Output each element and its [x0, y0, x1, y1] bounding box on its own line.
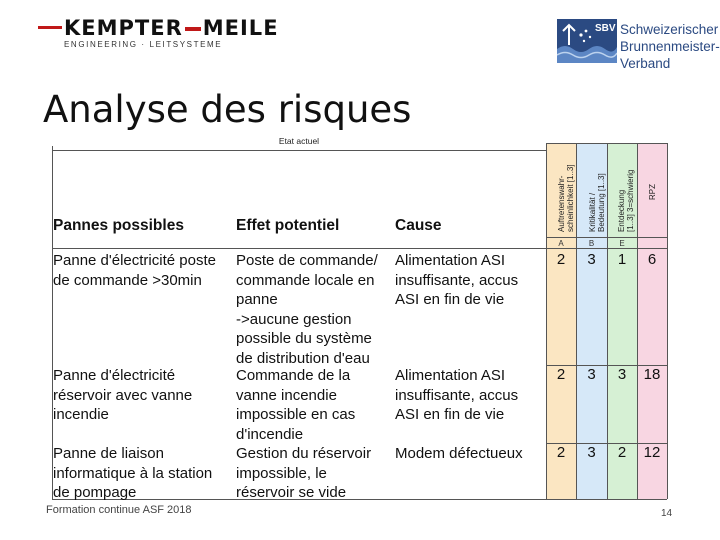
grid-line	[667, 143, 668, 499]
header-detection: Entdeckung [1..3] 3=schwierig	[617, 169, 635, 232]
sbv-badge-text: SBV	[595, 23, 616, 34]
header-criticality: Kritikalität / Bedeutung [1..3]	[588, 173, 606, 232]
row2-value-b: 3	[587, 366, 596, 383]
row1-panne: Panne d'électricité poste de commande >30min	[53, 252, 216, 289]
letter-a: A	[558, 239, 564, 248]
page-title: Analyse des risques	[43, 88, 412, 131]
row2-cause: Alimentation ASI insuffisante, accus ASI en fin de vie	[395, 367, 519, 423]
header-cause: Cause	[395, 217, 442, 234]
row1-value-a: 2	[556, 251, 566, 268]
row3-effet: Gestion du réservoir impossible, le réservoir se vide	[236, 445, 372, 501]
header-probability: Auftretenswahr- scheinlichkeit [1..3]	[557, 164, 575, 232]
page-number: 14	[661, 508, 673, 519]
letter-b: B	[588, 239, 595, 248]
row1-value-b: 3	[587, 251, 596, 268]
row2-value-a: 2	[556, 366, 566, 383]
kempter-meile-logo	[38, 16, 279, 52]
row1-value-e: 1	[617, 251, 627, 268]
header-effet: Effet potentiel	[236, 217, 340, 234]
grid-line	[52, 150, 546, 151]
row2-value-e: 3	[617, 366, 627, 383]
sbv-line: Verband	[620, 56, 671, 71]
row1-value-rpz: 6	[647, 251, 657, 268]
logo-red-accent	[38, 26, 62, 29]
logo-word-meile: MEILE	[202, 16, 279, 40]
row3-cause: Modem défectueux	[395, 445, 523, 462]
footer-text: Formation continue ASF 2018	[46, 504, 192, 516]
row2-effet: Commande de la vanne incendie impossible en cas d'incendie	[236, 367, 356, 443]
sbv-emblem-icon	[557, 19, 617, 63]
state-header: Etat actuel	[52, 136, 546, 146]
row1-effet: Poste de commande/ commande locale en panne ->aucune gestion possible du système de distribution d'eau	[236, 252, 378, 367]
sbv-organization-name	[620, 21, 720, 72]
row3-panne: Panne de liaison informatique à la station de pompage	[53, 445, 213, 501]
header-pannes: Pannes possibles	[53, 217, 184, 234]
logo-word-kempter: KEMPTER	[64, 16, 183, 40]
row3-value-e: 2	[617, 444, 627, 461]
sbv-line: Schweizerischer	[620, 22, 719, 37]
logo-tagline: ENGINEERING · LEITSYSTEME	[64, 40, 223, 49]
row1-cause: Alimentation ASI insuffisante, accus ASI en fin de vie	[395, 252, 519, 308]
letter-e: E	[619, 239, 625, 248]
row3-value-b: 3	[587, 444, 596, 461]
row3-value-rpz: 12	[643, 444, 661, 461]
logo-red-bar	[185, 27, 201, 31]
grid-line	[52, 248, 667, 249]
sbv-line: Brunnenmeister-	[620, 39, 720, 54]
row3-value-a: 2	[556, 444, 566, 461]
row2-value-rpz: 18	[643, 366, 661, 383]
header-rpz: RPZ	[648, 184, 657, 200]
row2-panne: Panne d'électricité réservoir avec vanne incendie	[53, 367, 193, 423]
